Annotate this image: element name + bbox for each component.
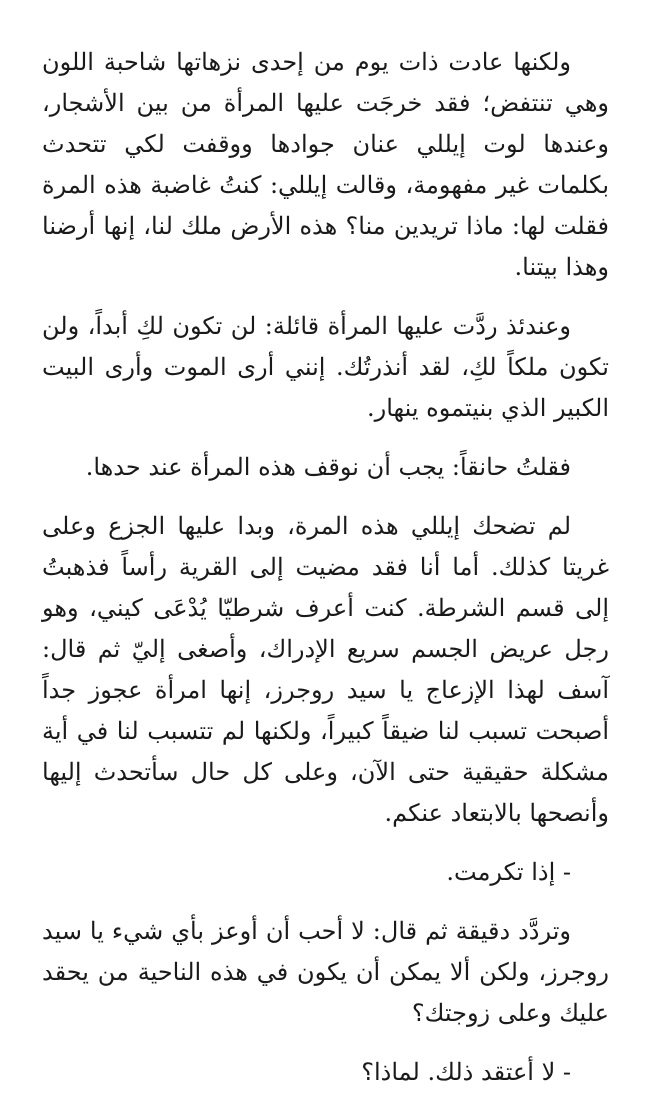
paragraph-3: فقلتُ حانقاً: يجب أن نوقف هذه المرأة عند حدها. [85,453,571,481]
paragraph-5: وتردَّد دقيقة ثم قال: لا أحب أن أوعز بأي شيء يا سيد روجرز، ولكن ألا يمكن أن يكون في هذه الناحية من يحقد عليك وعلى زوجتك؟ [42,917,609,1027]
paragraph-4: لم تضحك إيللي هذه المرة، وبدا عليها الجزع وعلى غريتا كذلك. أما أنا فقد مضيت إلى القرية رأساً فذهبتُ إلى قسم الشرطة. كنت أعرف شرطيّا يُدْعَى كيني، وهو رجل عريض الجسم سريع الإدراك، وأصغى إليّ ثم قال: آسف لهذا الإزعاج يا سيد روجرز، إنها امرأة عجوز جداً أصبحت تسبب لنا ضيقاً كبيراً، ولكنها لم تتسبب لنا في أية مشكلة حقيقية حتى الآن، وعلى كل حال سأتحدث إليها وأنصحها بالابتعاد عنكم. [42,512,609,827]
dialogue-line-2: - لا أعتقد ذلك. لماذا؟ [361,1058,571,1086]
dialogue-line-1: - إذا تكرمت. [446,858,571,886]
paragraph-1: ولكنها عادت ذات يوم من إحدى نزهاتها شاحبة اللون وهي تنتفض؛ فقد خرجَت عليها المرأة من بين الأشجار، وعندها لوت إيللي عنان جوادها ووقفت لكي تتحدث بكلمات غير مفهومة، وقالت إيللي: كنتُ غاضبة هذه المرة فقلت لها: ماذا تريدين منا؟ هذه الأرض ملك لنا، إنها أرضنا وهذا بيتنا. [42,48,609,281]
paragraph-2: وعندئذ ردَّت عليها المرأة قائلة: لن تكون لكِ أبداً، ولن تكون ملكاً لكِ، لقد أنذرتُك. إنني أرى الموت وأرى البيت الكبير الذي بنيتموه ينهار. [42,312,609,422]
